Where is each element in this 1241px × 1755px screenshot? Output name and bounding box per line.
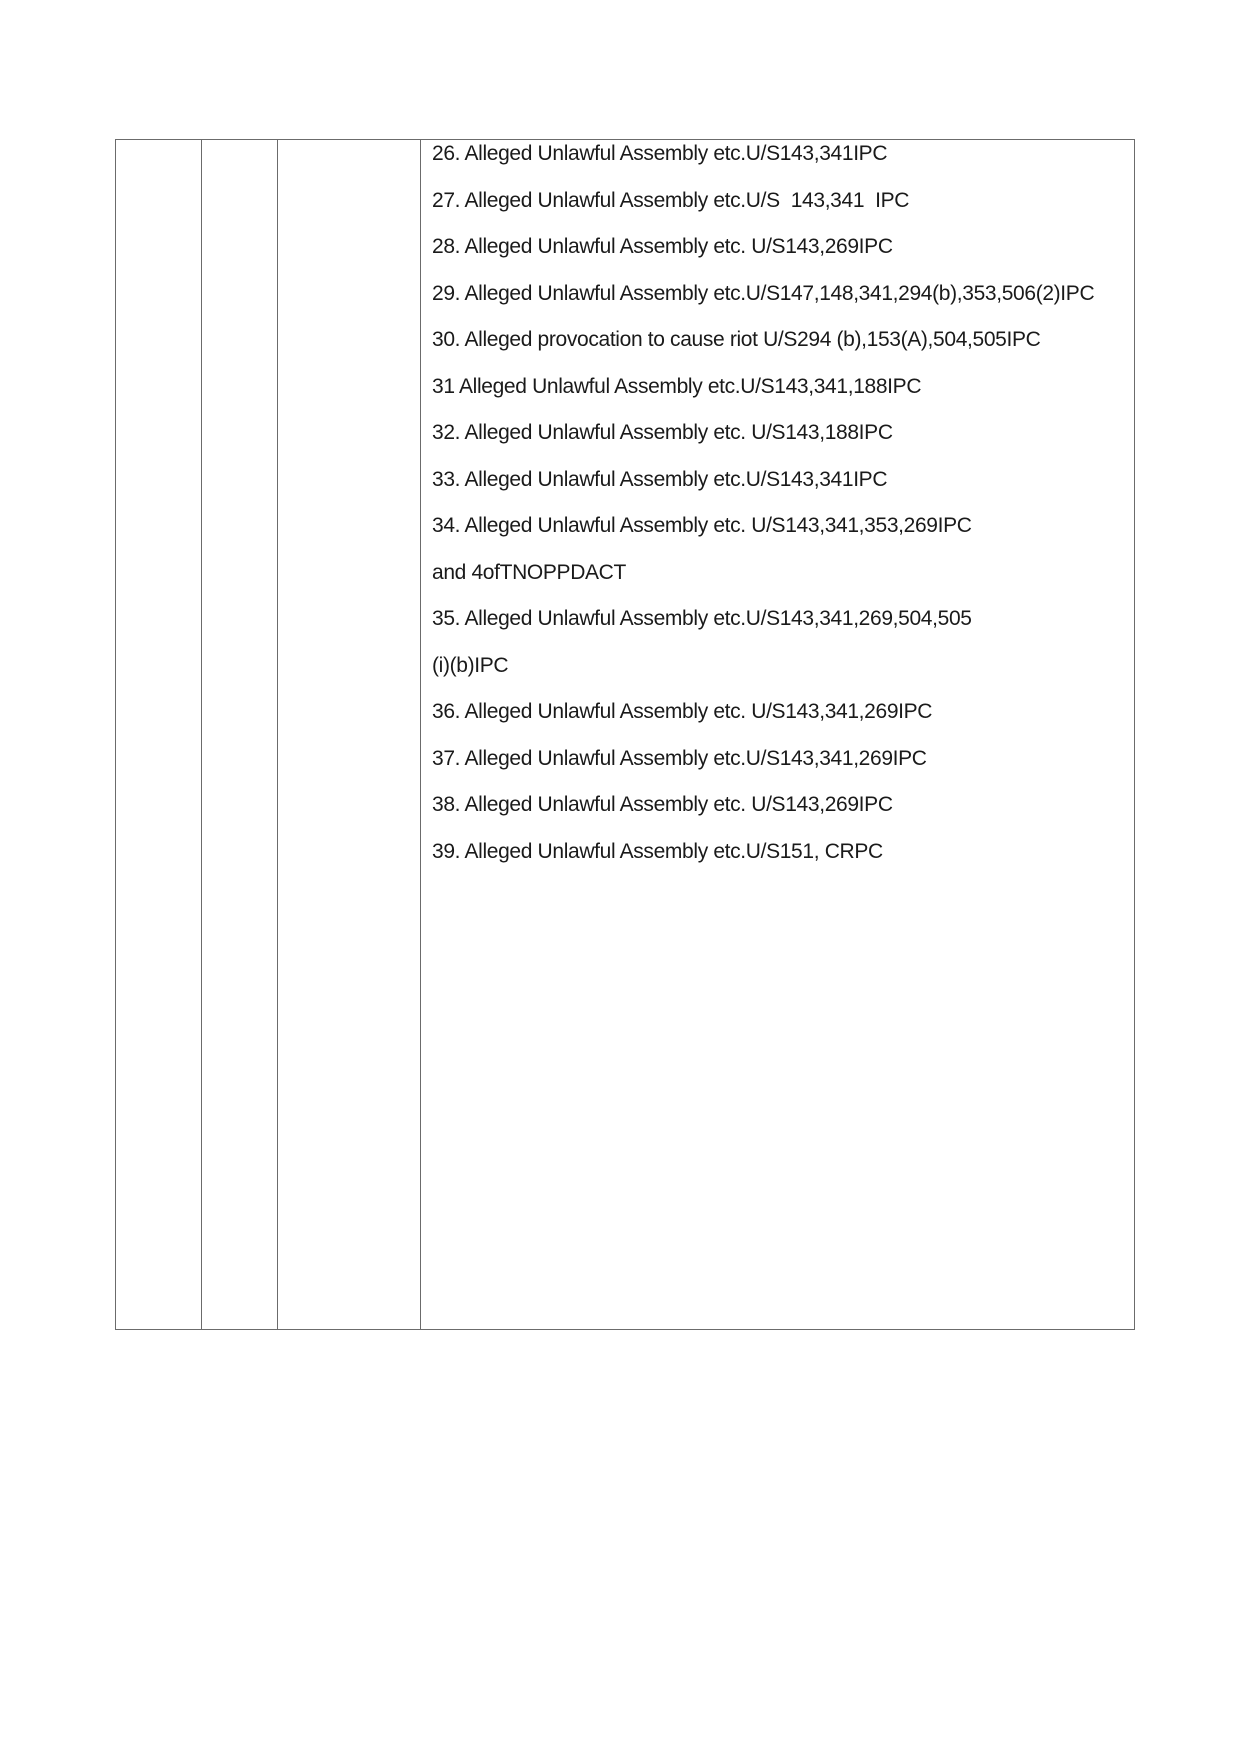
list-item: 28. Alleged Unlawful Assembly etc. U/S143,269IPC	[432, 235, 893, 258]
offence-table	[115, 139, 1135, 1330]
offence-list	[421, 131, 1134, 875]
list-item: 27. Alleged Unlawful Assembly etc.U/S 143,341 IPC	[432, 188, 910, 212]
table-cell-column-1	[116, 140, 202, 1330]
list-item: 31 Alleged Unlawful Assembly etc.U/S143,341,188IPC	[432, 374, 922, 398]
list-item: 38. Alleged Unlawful Assembly etc. U/S143,269IPC	[432, 793, 893, 816]
list-item: 30. Alleged provocation to cause riot U/S294 (b),153(A),504,505IPC	[432, 328, 1041, 351]
list-item: 35. Alleged Unlawful Assembly etc.U/S143,341,269,504,505	[432, 607, 972, 630]
list-item: and 4ofTNOPPDACT	[432, 560, 626, 584]
list-item: 33. Alleged Unlawful Assembly etc.U/S143,341IPC	[432, 467, 888, 491]
list-item: 37. Alleged Unlawful Assembly etc.U/S143,341,269IPC	[432, 746, 927, 770]
list-item: 32. Alleged Unlawful Assembly etc. U/S143,188IPC	[432, 421, 893, 444]
list-item: (i)(b)IPC	[432, 653, 509, 677]
list-item: 34. Alleged Unlawful Assembly etc. U/S143,341,353,269IPC	[432, 514, 972, 537]
list-item: 36. Alleged Unlawful Assembly etc. U/S143,341,269IPC	[432, 700, 933, 723]
list-item: 39. Alleged Unlawful Assembly etc.U/S151, CRPC	[432, 839, 883, 863]
table-cell-offences	[421, 140, 1135, 1330]
list-item: 29. Alleged Unlawful Assembly etc.U/S147,148,341,294(b),353,506(2)IPC	[432, 281, 1095, 305]
list-item: 26. Alleged Unlawful Assembly etc.U/S143,341IPC	[432, 142, 888, 165]
table-cell-column-2	[202, 140, 278, 1330]
table-cell-column-3	[278, 140, 421, 1330]
table-row	[116, 140, 1135, 1330]
